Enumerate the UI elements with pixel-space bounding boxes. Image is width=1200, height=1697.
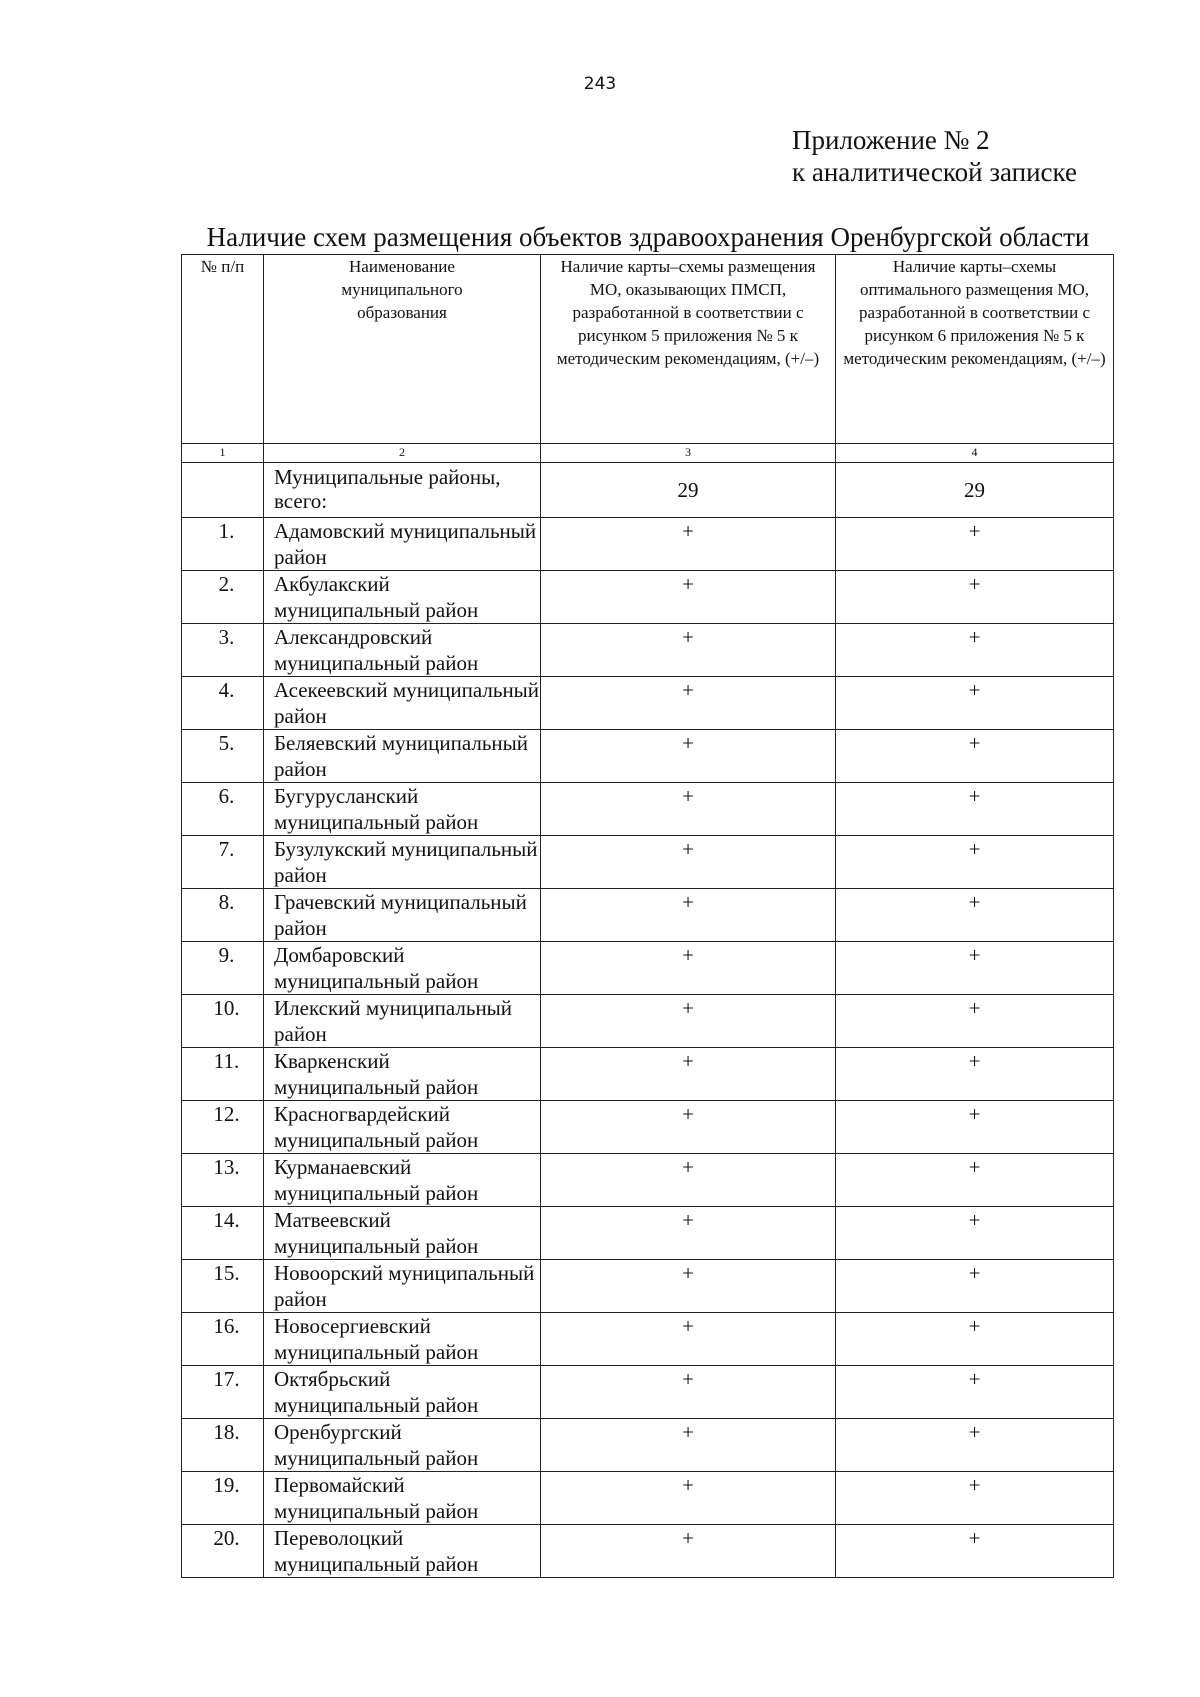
column-number: 1	[182, 444, 264, 463]
pmsp-map-mark: +	[541, 1207, 836, 1260]
table-row	[182, 1525, 1114, 1578]
table-row	[182, 730, 1114, 783]
municipality-name: Кваркенский муниципальный район	[264, 1048, 541, 1101]
municipality-name: Илекский муниципальный район	[264, 995, 541, 1048]
appendix-note	[792, 124, 1077, 188]
total-row-number	[182, 463, 264, 518]
optimal-map-mark: +	[836, 942, 1114, 995]
table-row	[182, 836, 1114, 889]
pmsp-map-mark: +	[541, 1419, 836, 1472]
total-pmsp-count: 29	[541, 463, 836, 518]
municipality-name: Матвеевский муниципальный район	[264, 1207, 541, 1260]
pmsp-map-mark: +	[541, 730, 836, 783]
row-number: 9.	[182, 942, 264, 995]
table-row	[182, 995, 1114, 1048]
municipality-name: Новоорский муниципальный район	[264, 1260, 541, 1313]
header-pmsp-map: Наличие карты–схемы размещения МО, оказывающих ПМСП, разработанной в соответствии с рисунком 5 приложения № 5 к методическим рекомендациям, (+/–)	[541, 255, 836, 444]
municipality-name: Бугурусланский муниципальный район	[264, 783, 541, 836]
municipality-name: Беляевский муниципальный район	[264, 730, 541, 783]
municipality-name: Домбаровский муниципальный район	[264, 942, 541, 995]
column-number-row	[182, 444, 1114, 463]
municipality-name: Грачевский муниципальный район	[264, 889, 541, 942]
optimal-map-mark: +	[836, 1260, 1114, 1313]
table-row	[182, 1313, 1114, 1366]
row-number: 4.	[182, 677, 264, 730]
municipality-name: Адамовский муниципальный район	[264, 518, 541, 571]
row-number: 2.	[182, 571, 264, 624]
optimal-map-mark: +	[836, 1048, 1114, 1101]
optimal-map-mark: +	[836, 1154, 1114, 1207]
optimal-map-mark: +	[836, 518, 1114, 571]
row-number: 18.	[182, 1419, 264, 1472]
total-row-label: Муниципальные районы, всего:	[264, 463, 541, 518]
pmsp-map-mark: +	[541, 1260, 836, 1313]
optimal-map-mark: +	[836, 889, 1114, 942]
pmsp-map-mark: +	[541, 1048, 836, 1101]
optimal-map-mark: +	[836, 624, 1114, 677]
municipality-name: Оренбургский муниципальный район	[264, 1419, 541, 1472]
row-number: 8.	[182, 889, 264, 942]
pmsp-map-mark: +	[541, 1101, 836, 1154]
header-municipality: Наименование муниципального образования	[264, 255, 541, 444]
pmsp-map-mark: +	[541, 995, 836, 1048]
optimal-map-mark: +	[836, 995, 1114, 1048]
header-number: № п/п	[182, 255, 264, 444]
pmsp-map-mark: +	[541, 518, 836, 571]
table-row	[182, 1260, 1114, 1313]
row-number: 11.	[182, 1048, 264, 1101]
municipality-name: Новосергиевский муниципальный район	[264, 1313, 541, 1366]
optimal-map-mark: +	[836, 730, 1114, 783]
optimal-map-mark: +	[836, 1472, 1114, 1525]
row-number: 7.	[182, 836, 264, 889]
pmsp-map-mark: +	[541, 1313, 836, 1366]
optimal-map-mark: +	[836, 1419, 1114, 1472]
total-optimal-count: 29	[836, 463, 1114, 518]
optimal-map-mark: +	[836, 1207, 1114, 1260]
optimal-map-mark: +	[836, 1313, 1114, 1366]
table-row	[182, 1366, 1114, 1419]
row-number: 6.	[182, 783, 264, 836]
row-number: 10.	[182, 995, 264, 1048]
facilities-table	[181, 254, 1114, 1578]
municipality-name: Переволоцкий муниципальный район	[264, 1525, 541, 1578]
row-number: 5.	[182, 730, 264, 783]
row-number: 3.	[182, 624, 264, 677]
municipality-name: Бузулукский муниципальный район	[264, 836, 541, 889]
table-row	[182, 677, 1114, 730]
column-number: 3	[541, 444, 836, 463]
municipality-name: Первомайский муниципальный район	[264, 1472, 541, 1525]
municipality-name: Акбулакский муниципальный район	[264, 571, 541, 624]
row-number: 1.	[182, 518, 264, 571]
table-row	[182, 1472, 1114, 1525]
column-number: 2	[264, 444, 541, 463]
row-number: 17.	[182, 1366, 264, 1419]
pmsp-map-mark: +	[541, 1154, 836, 1207]
pmsp-map-mark: +	[541, 1366, 836, 1419]
table-row	[182, 783, 1114, 836]
row-number: 12.	[182, 1101, 264, 1154]
optimal-map-mark: +	[836, 1366, 1114, 1419]
table-row	[182, 889, 1114, 942]
document-title: Наличие схем размещения объектов здравоохранения Оренбургской области	[206, 222, 1090, 252]
municipality-name: Асекеевский муниципальный район	[264, 677, 541, 730]
pmsp-map-mark: +	[541, 571, 836, 624]
table-header-row	[182, 255, 1114, 444]
pmsp-map-mark: +	[541, 889, 836, 942]
table-row	[182, 942, 1114, 995]
table-row	[182, 518, 1114, 571]
row-number: 14.	[182, 1207, 264, 1260]
pmsp-map-mark: +	[541, 836, 836, 889]
table-row	[182, 1048, 1114, 1101]
pmsp-map-mark: +	[541, 1525, 836, 1578]
optimal-map-mark: +	[836, 783, 1114, 836]
pmsp-map-mark: +	[541, 677, 836, 730]
row-number: 19.	[182, 1472, 264, 1525]
table-row	[182, 624, 1114, 677]
pmsp-map-mark: +	[541, 942, 836, 995]
municipality-name: Октябрьский муниципальный район	[264, 1366, 541, 1419]
table-row	[182, 1154, 1114, 1207]
page-number: 243	[583, 74, 617, 94]
optimal-map-mark: +	[836, 1525, 1114, 1578]
total-row	[182, 463, 1114, 518]
row-number: 16.	[182, 1313, 264, 1366]
table-row	[182, 1419, 1114, 1472]
pmsp-map-mark: +	[541, 1472, 836, 1525]
row-number: 20.	[182, 1525, 264, 1578]
column-number: 4	[836, 444, 1114, 463]
optimal-map-mark: +	[836, 836, 1114, 889]
municipality-name: Курманаевский муниципальный район	[264, 1154, 541, 1207]
table-row	[182, 571, 1114, 624]
municipality-name: Красногвардейский муниципальный район	[264, 1101, 541, 1154]
municipality-name: Александровский муниципальный район	[264, 624, 541, 677]
optimal-map-mark: +	[836, 1101, 1114, 1154]
table-row	[182, 1207, 1114, 1260]
appendix-line-2: к аналитической записке	[792, 157, 1077, 187]
row-number: 15.	[182, 1260, 264, 1313]
pmsp-map-mark: +	[541, 624, 836, 677]
table-row	[182, 1101, 1114, 1154]
optimal-map-mark: +	[836, 571, 1114, 624]
appendix-line-1: Приложение № 2	[792, 125, 990, 155]
header-optimal-map: Наличие карты–схемы оптимального размещения МО, разработанной в соответствии с рисунком 6 приложения № 5 к методическим рекомендациям, (+/–)	[836, 255, 1114, 444]
optimal-map-mark: +	[836, 677, 1114, 730]
row-number: 13.	[182, 1154, 264, 1207]
pmsp-map-mark: +	[541, 783, 836, 836]
